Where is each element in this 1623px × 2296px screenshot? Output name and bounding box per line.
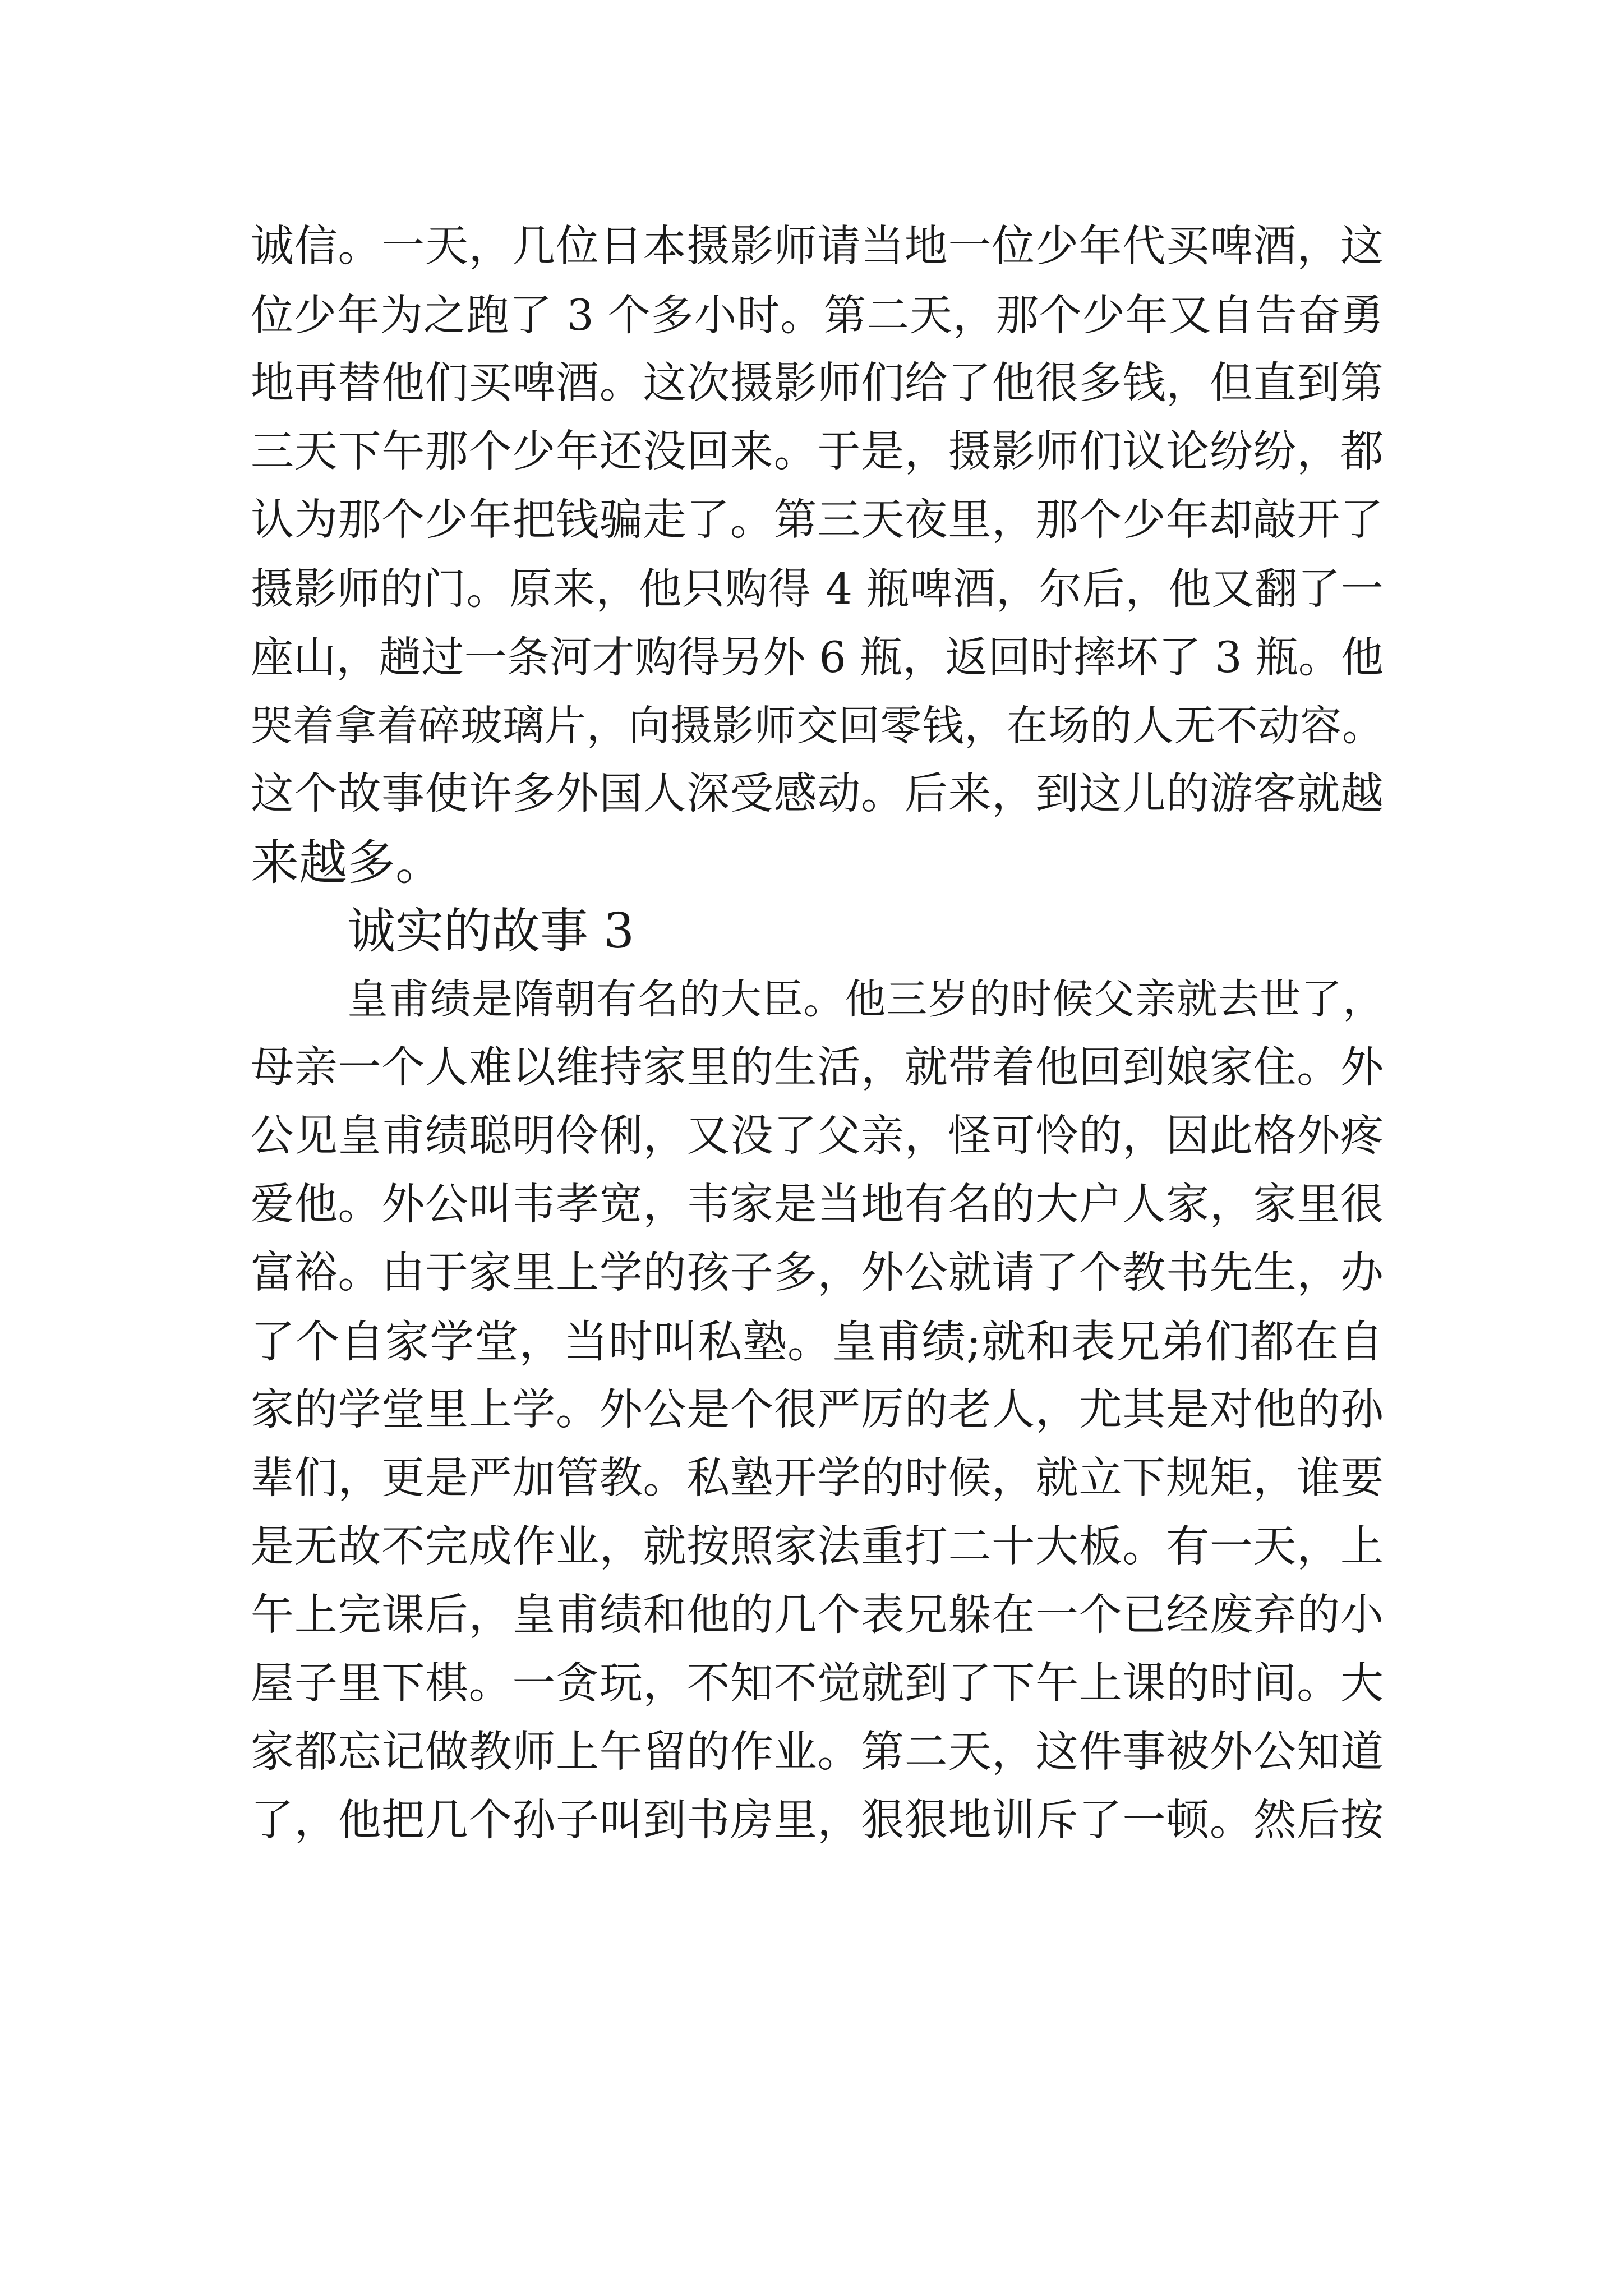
section-heading: 诚实的故事 3: [347, 903, 635, 959]
text-line: 来越多。: [251, 835, 444, 891]
text-line: 午上完课后，皇甫绩和他的几个表兄躲在一个已经废弃的小: [251, 1590, 1384, 1640]
text-line: 爱他。外公叫韦孝宽，韦家是当地有名的大户人家，家里很: [251, 1180, 1384, 1230]
text-line: 诚信。一天，几位日本摄影师请当地一位少年代买啤酒，这: [251, 222, 1384, 272]
text-line: 家都忘记做教师上午留的作业。第二天，这件事被外公知道: [251, 1727, 1384, 1777]
text-line: 了，他把几个孙子叫到书房里，狠狠地训斥了一顿。然后按: [251, 1796, 1384, 1846]
text-line: 摄影师的门。原来，他只购得 4 瓶啤酒，尔后，他又翻了一: [251, 564, 1384, 614]
text-line: 三天下午那个少年还没回来。于是，摄影师们议论纷纷，都: [251, 427, 1384, 477]
text-line: 辈们，更是严加管教。私塾开学的时候，就立下规矩，谁要: [251, 1453, 1384, 1503]
text-line: 公见皇甫绩聪明伶俐，又没了父亲，怪可怜的，因此格外疼: [251, 1111, 1384, 1161]
text-line: 这个故事使许多外国人深受感动。后来，到这儿的游客就越: [251, 769, 1384, 819]
text-line: 位少年为之跑了 3 个多小时。第二天，那个少年又自告奋勇: [251, 290, 1384, 340]
text-line: 富裕。由于家里上学的孩子多，外公就请了个教书先生，办: [251, 1248, 1384, 1298]
text-line: 是无故不完成作业，就按照家法重打二十大板。有一天，上: [251, 1522, 1384, 1572]
text-line: 了个自家学堂，当时叫私塾。皇甫绩;就和表兄弟们都在自: [251, 1316, 1384, 1368]
text-line: 哭着拿着碎玻璃片，向摄影师交回零钱，在场的人无不动容。: [251, 702, 1384, 750]
text-line: 家的学堂里上学。外公是个很严厉的老人，尤其是对他的孙: [251, 1385, 1384, 1435]
text-line: 地再替他们买啤酒。这次摄影师们给了他很多钱，但直到第: [251, 358, 1384, 408]
text-line: 座山，趟过一条河才购得另外 6 瓶，返回时摔坏了 3 瓶。他: [251, 632, 1384, 682]
text-line: 皇甫绩是隋朝有名的大臣。他三岁的时候父亲就去世了，: [347, 976, 1384, 1023]
text-line: 母亲一个人难以维持家里的生活，就带着他回到娘家住。外: [251, 1043, 1384, 1093]
text-line: 屋子里下棋。一贪玩，不知不觉就到了下午上课的时间。大: [251, 1659, 1384, 1709]
text-line: 认为那个少年把钱骗走了。第三天夜里，那个少年却敲开了: [251, 495, 1384, 545]
